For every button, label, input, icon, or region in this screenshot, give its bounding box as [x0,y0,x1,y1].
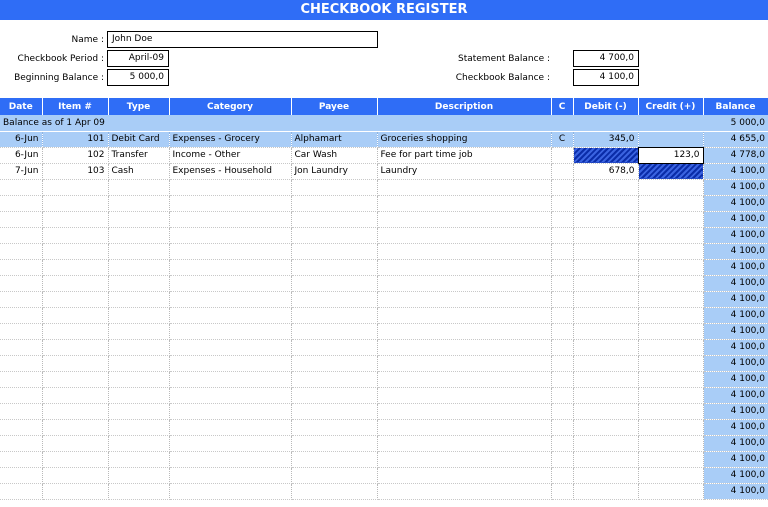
col-item[interactable]: Item # [42,98,108,115]
empty-cell[interactable] [573,403,638,419]
cell-payee[interactable]: Car Wash [291,147,377,163]
cell-cleared[interactable] [551,163,573,179]
empty-cell[interactable] [42,467,108,483]
cell-debit[interactable]: 678,0 [573,163,638,179]
empty-cell[interactable] [169,211,291,227]
empty-cell[interactable] [573,307,638,323]
cell-balance: 4 100,0 [703,419,768,435]
empty-cell[interactable] [291,371,377,387]
table-row[interactable] [0,291,768,307]
cell-credit[interactable] [638,131,703,147]
empty-cell[interactable] [377,179,551,195]
checkbook-balance-field: 4 100,0 [573,69,639,86]
col-description[interactable]: Description [377,98,551,115]
empty-cell[interactable] [169,339,291,355]
cell-balance: 4 100,0 [703,339,768,355]
cell-cleared[interactable] [551,147,573,163]
empty-cell[interactable] [42,387,108,403]
table-row[interactable] [0,131,768,147]
empty-cell[interactable] [108,435,169,451]
empty-cell[interactable] [108,355,169,371]
empty-cell[interactable] [169,419,291,435]
cell-balance: 4 100,0 [703,403,768,419]
empty-cell[interactable] [573,243,638,259]
empty-cell[interactable] [573,467,638,483]
cell-balance: 4 100,0 [703,179,768,195]
empty-cell[interactable] [551,275,573,291]
empty-cell[interactable] [638,371,703,387]
empty-cell[interactable] [573,179,638,195]
empty-cell[interactable] [108,467,169,483]
empty-cell[interactable] [169,179,291,195]
empty-cell[interactable] [169,467,291,483]
empty-cell[interactable] [108,323,169,339]
empty-cell[interactable] [42,307,108,323]
empty-cell[interactable] [638,451,703,467]
table-row[interactable] [0,259,768,275]
empty-cell[interactable] [108,419,169,435]
empty-cell[interactable] [291,179,377,195]
empty-cell[interactable] [573,387,638,403]
empty-cell[interactable] [0,451,42,467]
empty-cell[interactable] [291,403,377,419]
empty-cell[interactable] [108,451,169,467]
empty-cell[interactable] [0,179,42,195]
col-payee[interactable]: Payee [291,98,377,115]
cell-category[interactable]: Expenses - Household [169,163,291,179]
empty-cell[interactable] [42,227,108,243]
col-date[interactable]: Date [0,98,42,115]
empty-cell[interactable] [42,243,108,259]
empty-cell[interactable] [573,435,638,451]
empty-cell[interactable] [377,403,551,419]
empty-cell[interactable] [108,275,169,291]
empty-cell[interactable] [638,211,703,227]
cell-balance: 4 100,0 [703,259,768,275]
cell-type[interactable]: Transfer [108,147,169,163]
empty-cell[interactable] [573,291,638,307]
empty-cell[interactable] [108,387,169,403]
empty-cell[interactable] [551,387,573,403]
empty-cell[interactable] [377,419,551,435]
cell-item[interactable]: 101 [42,131,108,147]
empty-cell[interactable] [573,211,638,227]
empty-cell[interactable] [551,259,573,275]
empty-cell[interactable] [291,195,377,211]
empty-cell[interactable] [169,291,291,307]
cell-balance: 4 100,0 [703,467,768,483]
empty-cell[interactable] [638,435,703,451]
cell-balance: 4 100,0 [703,371,768,387]
empty-cell[interactable] [108,211,169,227]
empty-cell[interactable] [169,387,291,403]
empty-cell[interactable] [551,339,573,355]
table-row[interactable] [0,211,768,227]
cell-balance: 4 100,0 [703,243,768,259]
empty-cell[interactable] [377,195,551,211]
empty-cell[interactable] [551,227,573,243]
empty-cell[interactable] [169,323,291,339]
empty-cell[interactable] [0,339,42,355]
empty-cell[interactable] [0,435,42,451]
empty-cell[interactable] [108,371,169,387]
cell-description[interactable]: Groceries shopping [377,131,551,147]
empty-cell[interactable] [377,211,551,227]
empty-cell[interactable] [169,227,291,243]
empty-cell[interactable] [377,467,551,483]
cell-date[interactable]: 7-Jun [0,163,42,179]
empty-cell[interactable] [573,355,638,371]
empty-cell[interactable] [0,355,42,371]
empty-cell[interactable] [0,467,42,483]
empty-cell[interactable] [638,227,703,243]
empty-cell[interactable] [638,307,703,323]
empty-cell[interactable] [551,371,573,387]
empty-cell[interactable] [377,275,551,291]
empty-cell[interactable] [551,355,573,371]
empty-cell[interactable] [377,387,551,403]
opening-balance-label: Balance as of 1 Apr 09 [0,115,703,131]
empty-cell[interactable] [108,227,169,243]
empty-cell[interactable] [0,419,42,435]
empty-cell[interactable] [108,339,169,355]
empty-cell[interactable] [573,339,638,355]
empty-cell[interactable] [551,467,573,483]
empty-cell[interactable] [42,419,108,435]
empty-cell[interactable] [638,483,703,499]
table-row[interactable] [0,339,768,355]
empty-cell[interactable] [169,371,291,387]
name-label: Name : [71,35,104,45]
header-row [0,98,768,115]
period-field[interactable]: April-09 [107,50,169,67]
empty-cell[interactable] [638,323,703,339]
cell-debit[interactable]: 345,0 [573,131,638,147]
cell-item[interactable]: 103 [42,163,108,179]
empty-cell[interactable] [291,483,377,499]
cell-cleared[interactable]: C [551,131,573,147]
empty-cell[interactable] [291,275,377,291]
empty-cell[interactable] [377,243,551,259]
empty-cell[interactable] [0,307,42,323]
table-row[interactable] [0,387,768,403]
empty-cell[interactable] [169,243,291,259]
cell-payee[interactable]: Jon Laundry [291,163,377,179]
cell-description[interactable]: Laundry [377,163,551,179]
empty-cell[interactable] [0,323,42,339]
cell-balance: 4 100,0 [703,307,768,323]
cell-type[interactable]: Debit Card [108,131,169,147]
empty-cell[interactable] [42,291,108,307]
empty-cell[interactable] [638,419,703,435]
table-row[interactable] [0,163,768,179]
empty-cell[interactable] [638,243,703,259]
empty-cell[interactable] [551,243,573,259]
empty-cell[interactable] [291,387,377,403]
empty-cell[interactable] [573,323,638,339]
empty-cell[interactable] [42,323,108,339]
table-row[interactable] [0,323,768,339]
empty-cell[interactable] [377,291,551,307]
cell-balance: 4 100,0 [703,163,768,179]
opening-balance-value: 5 000,0 [703,115,768,131]
empty-cell[interactable] [108,195,169,211]
empty-cell[interactable] [0,195,42,211]
empty-cell[interactable] [377,371,551,387]
empty-cell[interactable] [377,307,551,323]
col-credit[interactable]: Credit (+) [638,98,703,115]
cell-balance: 4 100,0 [703,323,768,339]
cell-balance: 4 100,0 [703,291,768,307]
empty-cell[interactable] [573,371,638,387]
register-table [0,98,768,500]
empty-cell[interactable] [638,387,703,403]
opening-balance-row [0,115,768,131]
empty-cell[interactable] [169,307,291,323]
table-row[interactable] [0,179,768,195]
empty-cell[interactable] [0,483,42,499]
empty-cell[interactable] [551,195,573,211]
cell-balance: 4 100,0 [703,387,768,403]
empty-cell[interactable] [42,451,108,467]
empty-cell[interactable] [291,259,377,275]
cell-balance: 4 100,0 [703,211,768,227]
empty-cell[interactable] [377,355,551,371]
empty-cell[interactable] [42,403,108,419]
empty-cell[interactable] [638,291,703,307]
empty-cell[interactable] [42,211,108,227]
empty-cell[interactable] [0,243,42,259]
empty-cell[interactable] [551,419,573,435]
cell-credit[interactable]: 123,0 [638,147,703,163]
empty-cell[interactable] [551,435,573,451]
empty-cell[interactable] [42,371,108,387]
empty-cell[interactable] [377,435,551,451]
empty-cell[interactable] [42,435,108,451]
empty-cell[interactable] [638,467,703,483]
cell-balance: 4 100,0 [703,195,768,211]
table-row[interactable] [0,435,768,451]
empty-cell[interactable] [551,483,573,499]
empty-cell[interactable] [0,291,42,307]
empty-cell[interactable] [291,435,377,451]
empty-cell[interactable] [551,323,573,339]
empty-cell[interactable] [638,259,703,275]
checkbook-balance-label: Checkbook Balance : [455,73,550,83]
empty-cell[interactable] [551,179,573,195]
empty-cell[interactable] [169,355,291,371]
cell-balance: 4 100,0 [703,275,768,291]
table-row[interactable] [0,243,768,259]
empty-cell[interactable] [377,227,551,243]
table-row[interactable] [0,307,768,323]
empty-cell[interactable] [291,227,377,243]
empty-cell[interactable] [0,275,42,291]
empty-cell[interactable] [169,403,291,419]
empty-cell[interactable] [169,275,291,291]
cell-description[interactable]: Fee for part time job [377,147,551,163]
col-balance[interactable]: Balance [703,98,768,115]
empty-cell[interactable] [573,419,638,435]
table-row[interactable] [0,483,768,499]
empty-cell[interactable] [551,291,573,307]
empty-cell[interactable] [42,355,108,371]
empty-cell[interactable] [42,339,108,355]
empty-cell[interactable] [291,451,377,467]
empty-cell[interactable] [0,227,42,243]
cell-payee[interactable]: Alphamart [291,131,377,147]
empty-cell[interactable] [573,275,638,291]
empty-cell[interactable] [0,371,42,387]
empty-cell[interactable] [169,483,291,499]
empty-cell[interactable] [291,467,377,483]
empty-cell[interactable] [551,211,573,227]
name-field[interactable]: John Doe [107,31,378,48]
sheet-title: CHECKBOOK REGISTER [0,0,768,20]
cell-credit-hatched[interactable] [638,163,703,179]
empty-cell[interactable] [573,195,638,211]
empty-cell[interactable] [638,355,703,371]
statement-balance-label: Statement Balance : [457,54,550,64]
beginning-balance-field[interactable]: 5 000,0 [107,69,169,86]
empty-cell[interactable] [377,259,551,275]
empty-cell[interactable] [0,211,42,227]
table-row[interactable] [0,355,768,371]
table-row[interactable] [0,195,768,211]
empty-cell[interactable] [377,451,551,467]
empty-cell[interactable] [108,259,169,275]
empty-cell[interactable] [42,483,108,499]
empty-cell[interactable] [108,307,169,323]
empty-cell[interactable] [0,387,42,403]
empty-cell[interactable] [551,451,573,467]
cell-type[interactable]: Cash [108,163,169,179]
period-label: Checkbook Period : [17,54,104,64]
cell-balance: 4 100,0 [703,435,768,451]
empty-cell[interactable] [169,435,291,451]
table-row[interactable] [0,467,768,483]
empty-cell[interactable] [108,179,169,195]
empty-cell[interactable] [638,403,703,419]
table-row[interactable] [0,227,768,243]
table-row[interactable] [0,371,768,387]
empty-cell[interactable] [169,195,291,211]
cell-item[interactable]: 102 [42,147,108,163]
empty-cell[interactable] [169,451,291,467]
empty-cell[interactable] [108,243,169,259]
cell-balance: 4 778,0 [703,147,768,163]
empty-cell[interactable] [377,483,551,499]
cell-balance: 4 100,0 [703,451,768,467]
empty-cell[interactable] [551,307,573,323]
cell-category[interactable]: Income - Other [169,147,291,163]
empty-cell[interactable] [291,355,377,371]
table-row[interactable] [0,419,768,435]
cell-category[interactable]: Expenses - Grocery [169,131,291,147]
empty-cell[interactable] [42,259,108,275]
empty-cell[interactable] [291,323,377,339]
empty-cell[interactable] [108,291,169,307]
beginning-balance-label: Beginning Balance : [14,73,104,83]
table-row[interactable] [0,403,768,419]
empty-cell[interactable] [0,403,42,419]
empty-cell[interactable] [291,211,377,227]
cell-date[interactable]: 6-Jun [0,131,42,147]
empty-cell[interactable] [573,227,638,243]
empty-cell[interactable] [377,339,551,355]
table-row[interactable] [0,451,768,467]
empty-cell[interactable] [291,419,377,435]
empty-cell[interactable] [573,259,638,275]
empty-cell[interactable] [638,339,703,355]
table-row[interactable] [0,147,768,163]
cell-balance: 4 655,0 [703,131,768,147]
empty-cell[interactable] [551,403,573,419]
empty-cell[interactable] [638,275,703,291]
empty-cell[interactable] [291,307,377,323]
statement-balance-field[interactable]: 4 700,0 [573,50,639,67]
cell-date[interactable]: 6-Jun [0,147,42,163]
empty-cell[interactable] [377,323,551,339]
empty-cell[interactable] [108,403,169,419]
empty-cell[interactable] [291,291,377,307]
cell-balance: 4 100,0 [703,355,768,371]
table-row[interactable] [0,275,768,291]
empty-cell[interactable] [291,243,377,259]
empty-cell[interactable] [0,259,42,275]
cell-debit-hatched[interactable] [573,147,638,163]
col-category[interactable]: Category [169,98,291,115]
empty-cell[interactable] [291,339,377,355]
col-type[interactable]: Type [108,98,169,115]
empty-cell[interactable] [169,259,291,275]
empty-cell[interactable] [573,483,638,499]
col-c[interactable]: C [551,98,573,115]
empty-cell[interactable] [108,483,169,499]
cell-balance: 4 100,0 [703,483,768,499]
col-debit[interactable]: Debit (-) [573,98,638,115]
empty-cell[interactable] [638,195,703,211]
empty-cell[interactable] [638,179,703,195]
empty-cell[interactable] [42,195,108,211]
empty-cell[interactable] [573,451,638,467]
empty-cell[interactable] [42,179,108,195]
cell-balance: 4 100,0 [703,227,768,243]
empty-cell[interactable] [42,275,108,291]
